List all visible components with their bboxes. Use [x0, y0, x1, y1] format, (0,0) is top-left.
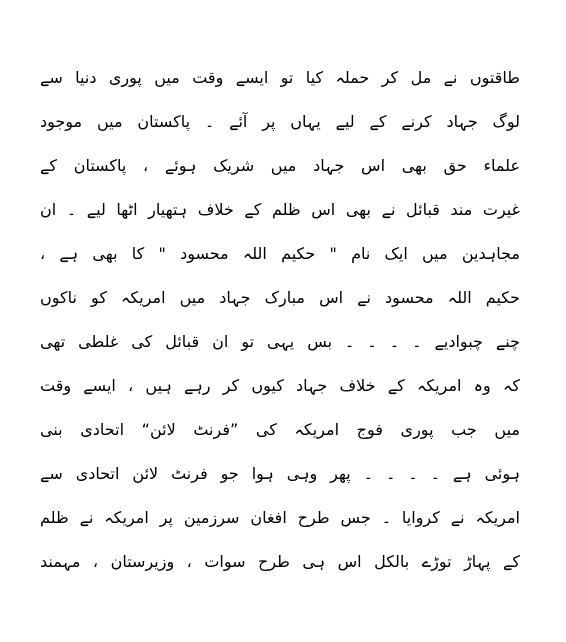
- text-line: میں جب پوری فوج امریکہ کی ”فرنٹ لائن“ اتحادی بنی: [40, 420, 520, 439]
- text-line: امریکہ نے کروایا ۔ جس طرح افغان سرزمین پر امریکہ نے ظلم: [40, 508, 520, 527]
- text-line: ہوئی ہے ۔ ۔ ۔ ۔ پھر وہی ہوا جو فرنٹ لائن اتحادی سے: [40, 464, 520, 483]
- urdu-paragraph: [40, 56, 520, 584]
- text-line: مجاہدین میں ایک نام " حکیم اللہ محسود " کا بھی ہے ،: [40, 244, 520, 263]
- text-line: کے پہاڑ توڑے بالکل اس ہی طرح سوات ، وزیرستان ، مہمند: [40, 552, 520, 571]
- text-line: غیرت مند قبائل نے بھی اس ظلم کے خلاف ہتھیار اٹھا لیے ۔ ان: [40, 200, 520, 219]
- text-line: حکیم اللہ محسود نے اس مبارک جہاد میں امریکہ کو ناکوں: [40, 288, 520, 307]
- text-line: علماء حق بھی اس جہاد میں شریک ہوئے ، پاکستان کے: [40, 156, 520, 175]
- text-line: طاقتوں نے مل کر حملہ کیا تو ایسے وقت میں پوری دنیا سے: [40, 68, 520, 87]
- text-line: کہ وہ امریکہ کے خلاف جہاد کیوں کر رہے ہیں ، ایسے وقت: [40, 376, 520, 395]
- text-line: چنے چبوادیے ۔ ۔ ۔ ۔ بس یہی تو ان قبائل کی غلطی تھی: [40, 332, 520, 351]
- text-line: لوگ جہاد کرنے کے لیے یہاں پر آئے ۔ پاکستان میں موجود: [40, 112, 520, 131]
